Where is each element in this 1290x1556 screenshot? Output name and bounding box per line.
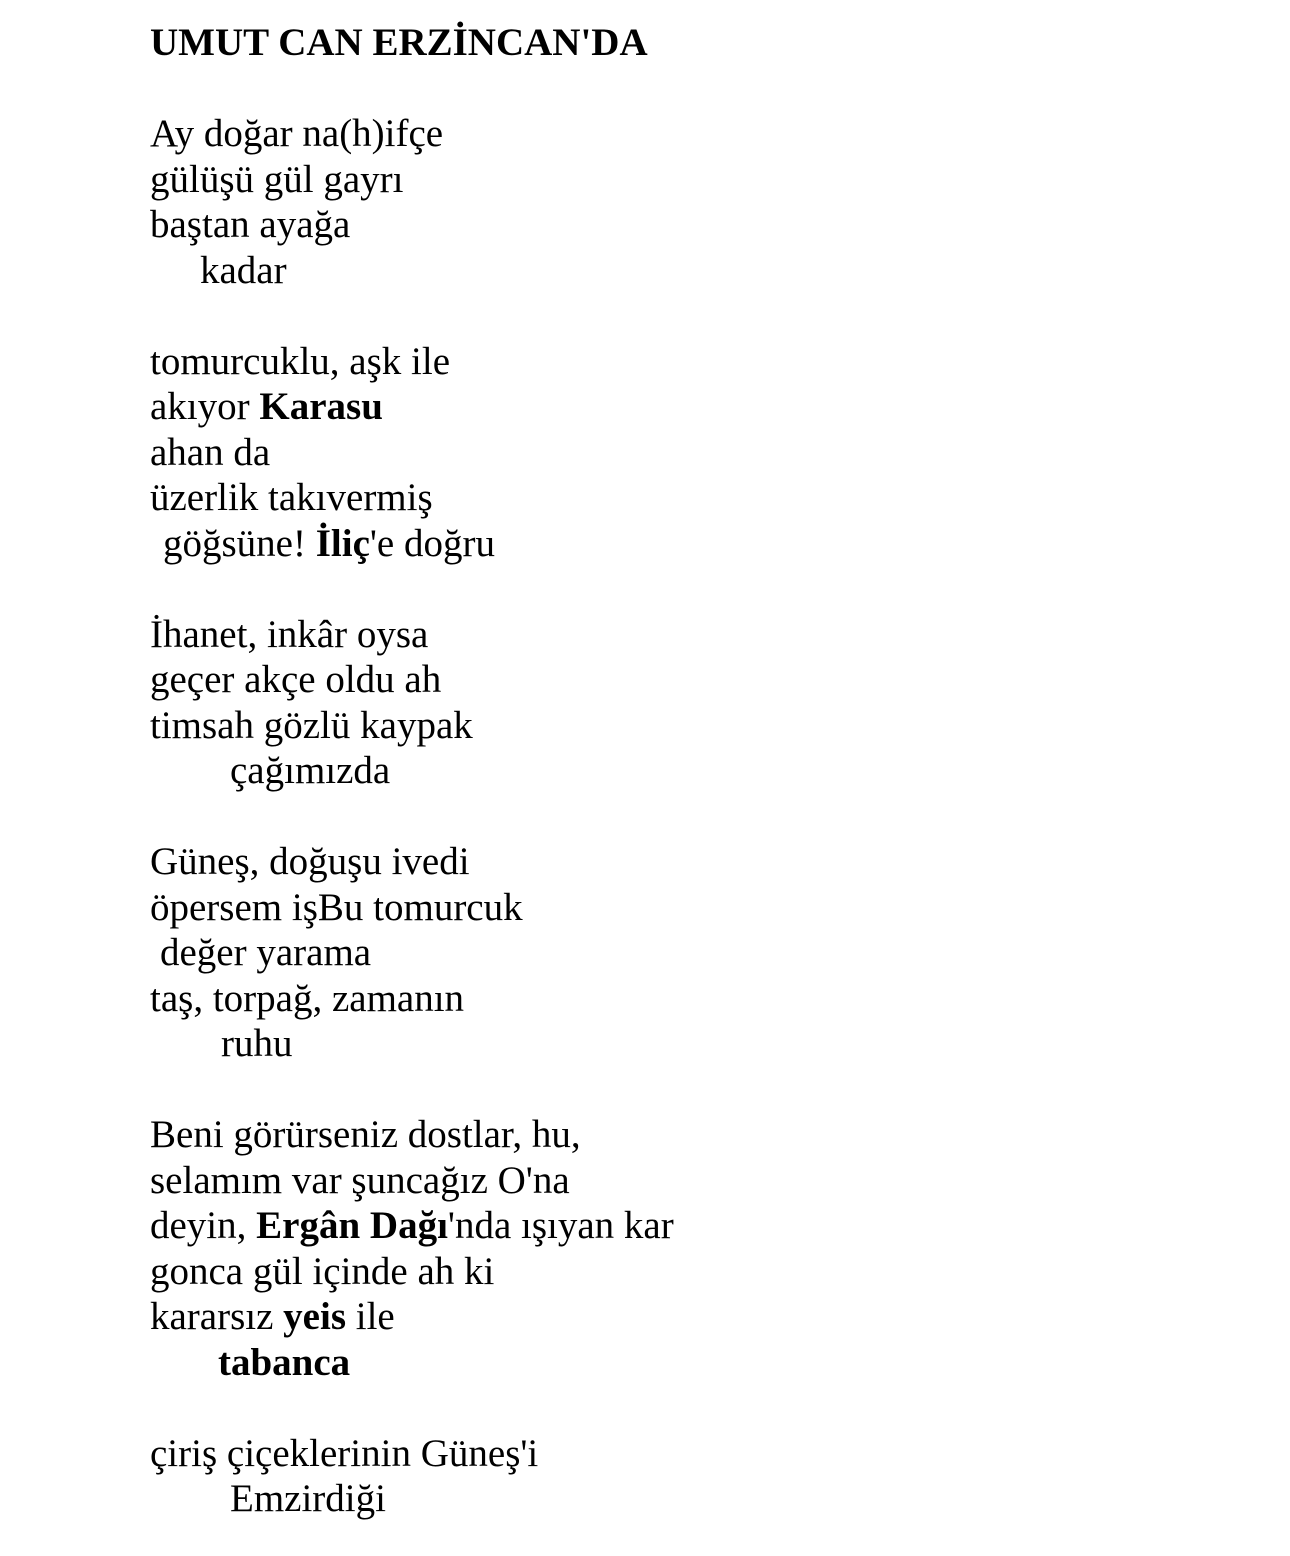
text-segment: Beni görürseniz dostlar, hu, — [150, 1113, 581, 1156]
poem-line — [150, 748, 1250, 794]
bold-segment: Ergân Dağı — [256, 1204, 448, 1247]
text-segment: timsah gözlü kaypak — [150, 703, 473, 747]
stanza-2 — [150, 339, 1250, 567]
poem-line — [150, 1021, 1250, 1067]
text-segment: 'nda ışıyan kar — [447, 1204, 674, 1247]
poem-line — [150, 1476, 1250, 1522]
poem-line — [150, 1294, 1250, 1340]
poem-line — [150, 384, 1250, 430]
poem-line — [150, 1431, 1250, 1477]
poem-line — [150, 1249, 1250, 1295]
stanza-5 — [150, 1112, 1250, 1385]
text-segment: üzerlik takıvermiş — [150, 476, 433, 519]
poem-line — [150, 657, 1250, 703]
stanza-1 — [150, 111, 1250, 293]
text-segment: İhanet, inkâr oysa — [150, 612, 429, 656]
bold-segment: İliç — [315, 521, 370, 565]
poem-line — [150, 839, 1250, 885]
stanza-6 — [150, 1431, 1250, 1522]
text-segment: ile — [346, 1295, 395, 1338]
poem-line — [150, 475, 1250, 521]
stanza-4 — [150, 839, 1250, 1067]
text-segment: çiriş çiçeklerinin Güneş'i — [150, 1431, 539, 1475]
text-segment: ruhu — [221, 1022, 293, 1065]
poem-line — [150, 703, 1250, 749]
text-segment: Güneş, doğuşu ivedi — [150, 840, 470, 883]
text-segment: kararsız — [150, 1295, 284, 1338]
poem-line — [150, 976, 1250, 1022]
poem-line — [150, 521, 1250, 567]
bold-segment: yeis — [283, 1295, 346, 1338]
poem-line — [150, 430, 1250, 476]
text-segment: geçer akçe oldu ah — [150, 658, 442, 701]
poem-line — [150, 612, 1250, 658]
poem-line — [150, 1158, 1250, 1204]
poem-line — [150, 885, 1250, 931]
text-segment: çağımızda — [230, 749, 391, 792]
text-segment: Emzirdiği — [230, 1477, 386, 1520]
poem-line — [150, 157, 1250, 203]
text-segment: kadar — [200, 248, 287, 292]
text-segment: baştan ayağa — [150, 203, 351, 246]
text-segment: ahan da — [150, 430, 271, 474]
text-segment: Ay doğar na(h)ifçe — [150, 112, 444, 155]
bold-segment: Karasu — [259, 385, 383, 428]
poem-body — [150, 111, 1250, 1522]
text-segment: akıyor — [150, 385, 260, 428]
poem-line — [150, 111, 1250, 157]
text-segment: değer yarama — [160, 931, 372, 974]
text-segment: gülüşü gül gayrı — [150, 157, 404, 201]
stanza-3 — [150, 612, 1250, 794]
poem-line — [150, 930, 1250, 976]
text-segment: 'e doğru — [369, 521, 495, 565]
poem-line — [150, 202, 1250, 248]
poem-line — [150, 1203, 1250, 1249]
text-segment: tomurcuklu, aşk ile — [150, 339, 451, 383]
text-segment: öpersem işBu tomurcuk — [150, 885, 523, 929]
poem-title: UMUT CAN ERZİNCAN'DA — [150, 21, 648, 64]
bold-segment: tabanca — [218, 1340, 351, 1384]
poem-line — [150, 1112, 1250, 1158]
poem-line — [150, 1340, 1250, 1386]
poem-line — [150, 339, 1250, 385]
text-segment: gonca gül içinde ah ki — [150, 1249, 495, 1293]
poem-line — [150, 248, 1250, 294]
text-segment: taş, torpağ, zamanın — [150, 976, 465, 1020]
text-segment: deyin, — [150, 1204, 257, 1247]
text-segment: göğsüne! — [163, 521, 316, 565]
text-segment: selamım var şuncağız O'na — [150, 1158, 570, 1202]
